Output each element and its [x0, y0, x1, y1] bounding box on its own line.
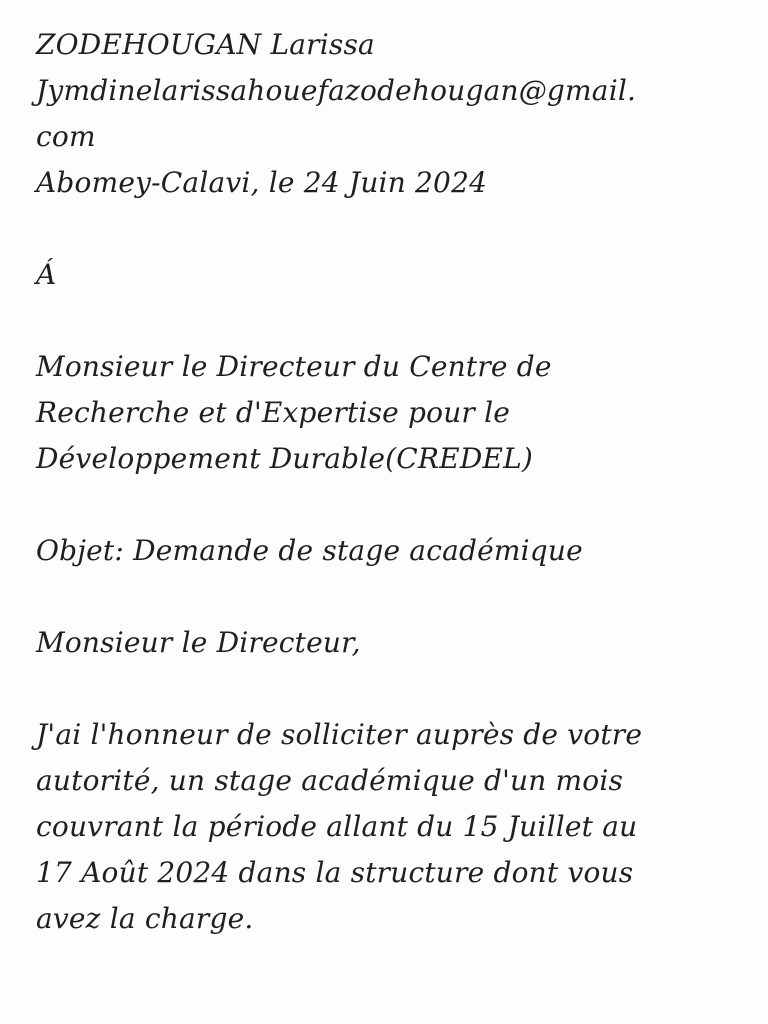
- body-line: J'ai l'honneur de solliciter auprès de votre: [36, 718, 643, 751]
- body-line: couvrant la période allant du 15 Juillet au: [36, 810, 638, 843]
- recipient-line: Développement Durable(CREDEL): [36, 442, 534, 475]
- recipient-prefix: Á: [36, 258, 57, 291]
- body-line: autorité, un stage académique d'un mois: [36, 764, 624, 797]
- sender-email-continuation: com: [36, 120, 96, 153]
- spacer: [36, 574, 744, 620]
- spacer: [36, 206, 744, 252]
- recipient-line: Recherche et d'Expertise pour le: [36, 396, 511, 429]
- body-line: avez la charge.: [36, 902, 254, 935]
- place-and-date: Abomey-Calavi, le 24 Juin 2024: [36, 166, 488, 199]
- recipient-line: Monsieur le Directeur du Centre de: [36, 350, 552, 383]
- salutation: Monsieur le Directeur,: [36, 626, 361, 659]
- body-line: 17 Août 2024 dans la structure dont vous: [36, 856, 634, 889]
- spacer: [36, 298, 744, 344]
- spacer: [36, 482, 744, 528]
- sender-block: [36, 22, 744, 206]
- sender-name: ZODEHOUGAN Larissa: [36, 28, 375, 61]
- spacer: [36, 666, 744, 712]
- recipient-block: [36, 344, 744, 482]
- subject-line: Objet: Demande de stage académique: [36, 534, 583, 567]
- letter-body: [36, 712, 744, 942]
- sender-email: Jymdinelarissahouefazodehougan@gmail.: [36, 74, 637, 107]
